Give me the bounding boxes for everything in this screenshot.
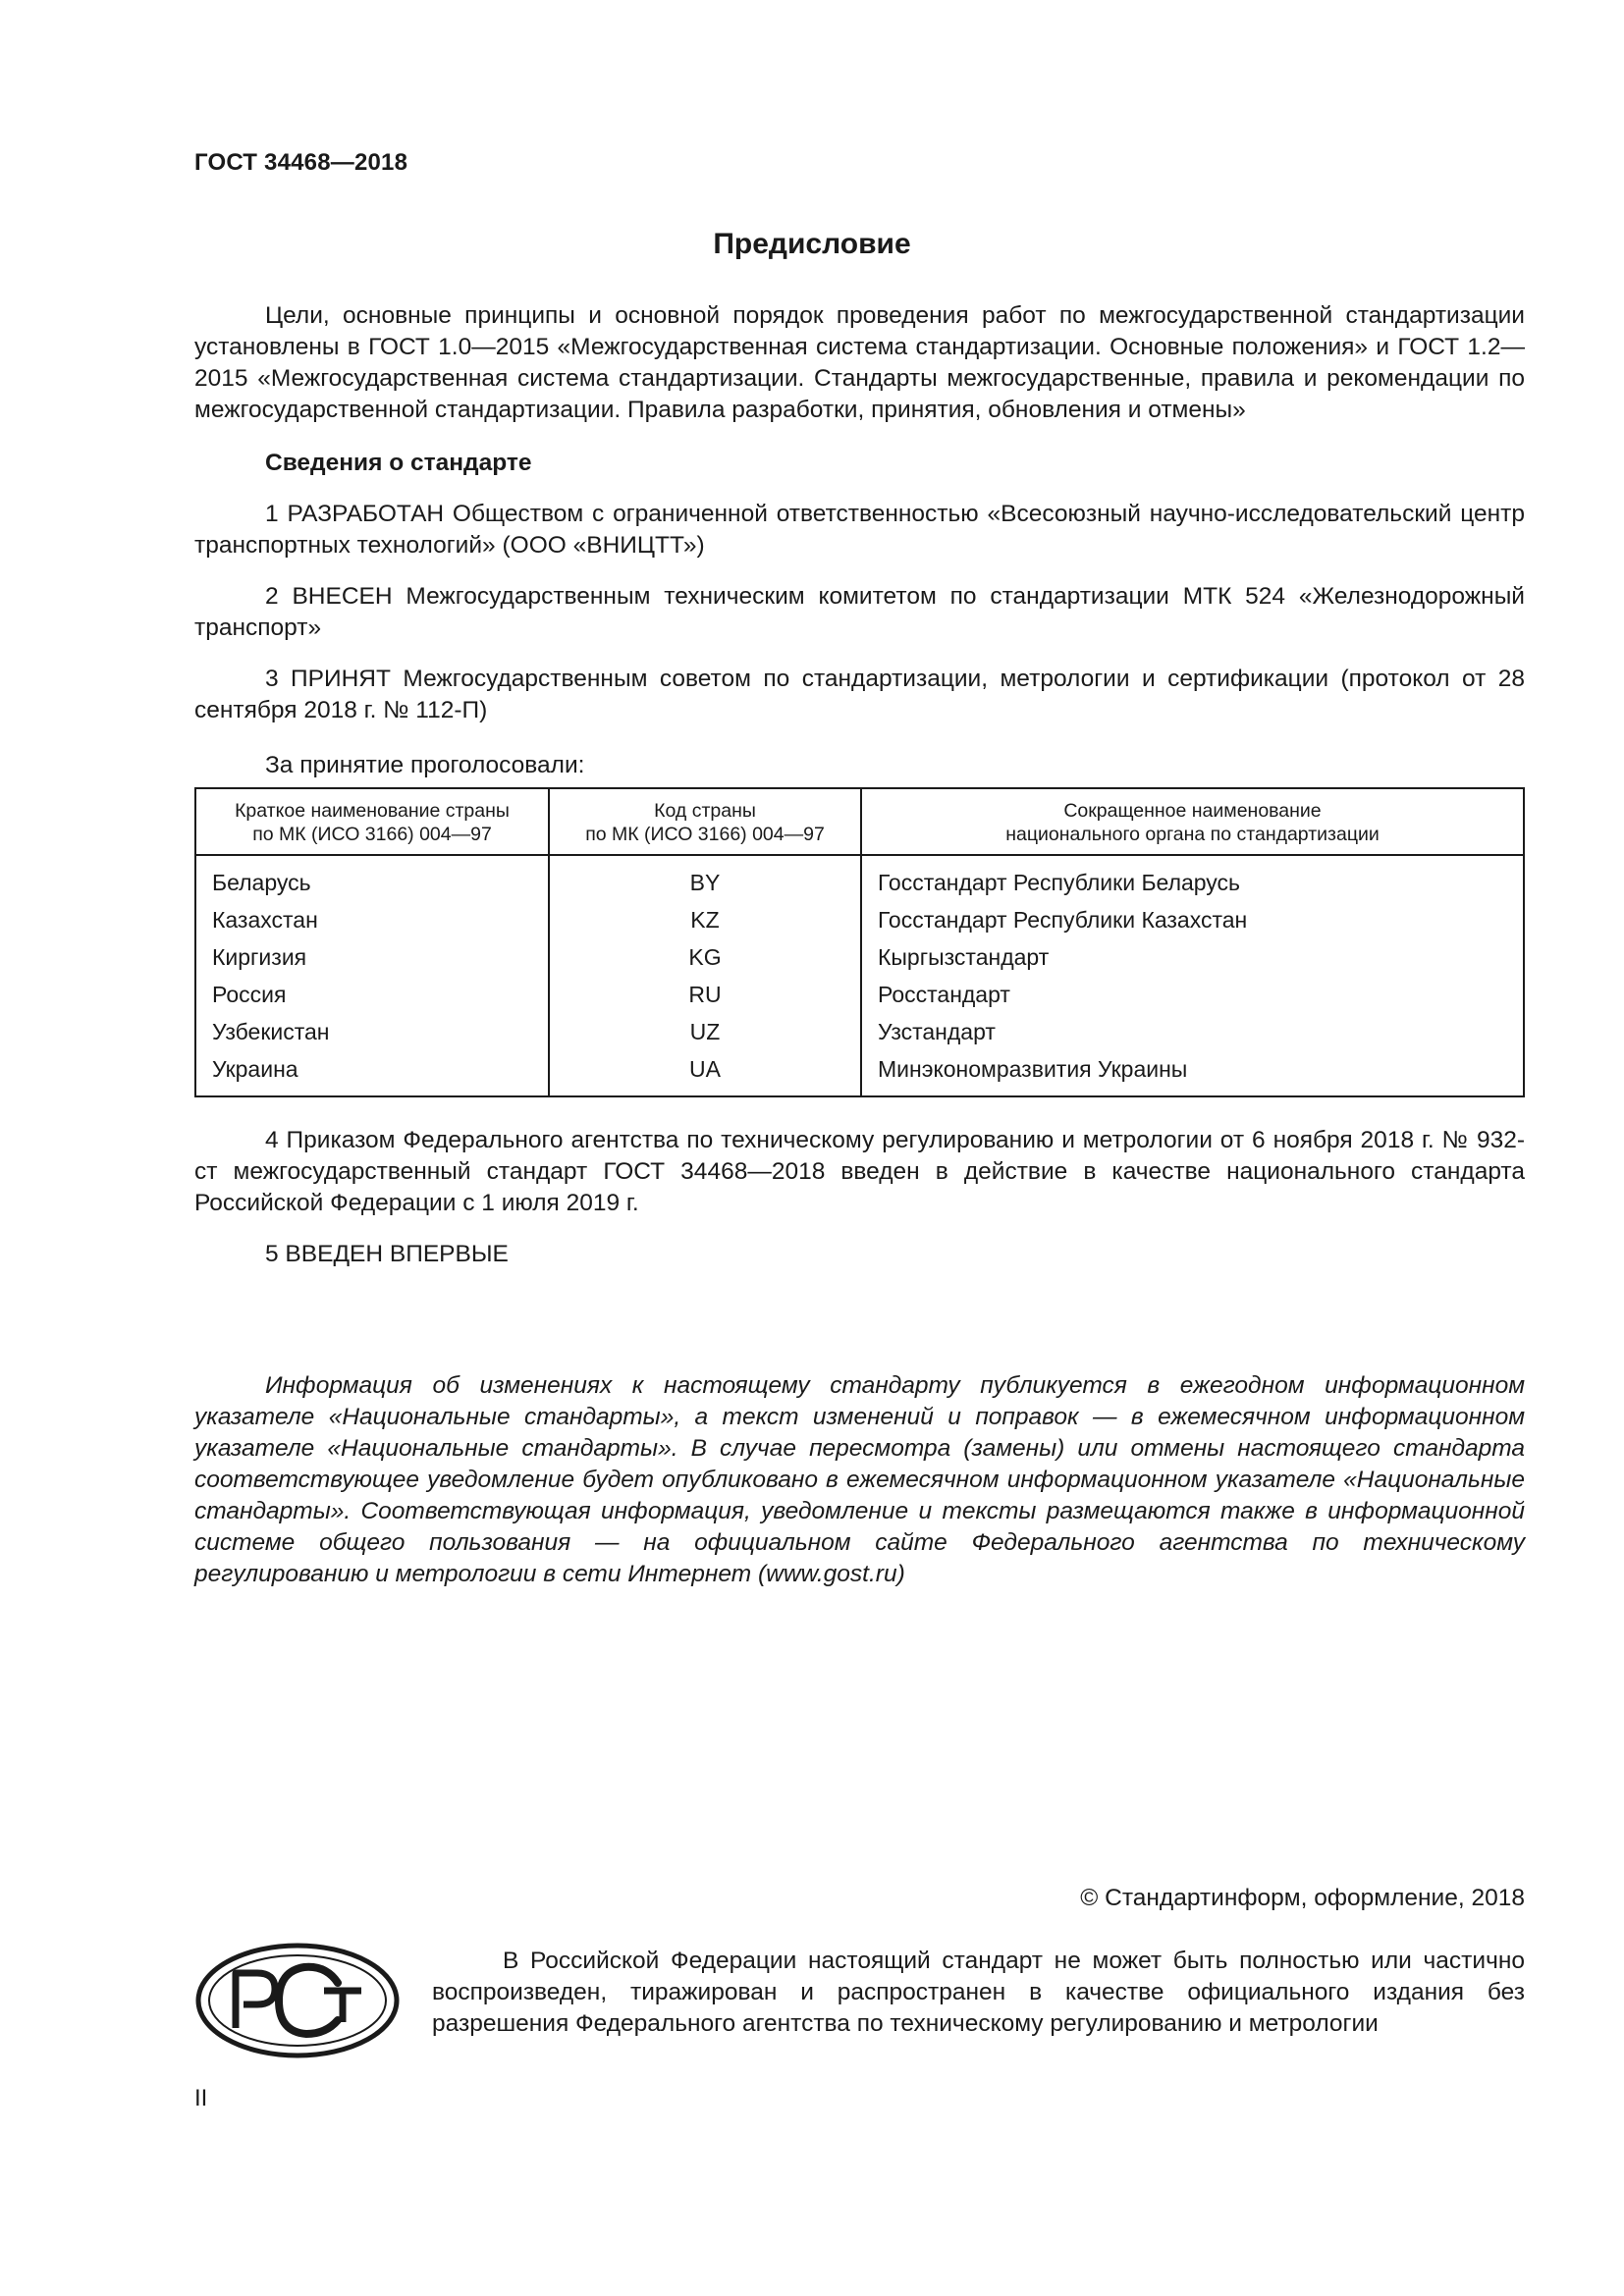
cell-body: Госстандарт Республики Казахстан [861,901,1524,938]
item-first: 5 ВВЕДЕН ВПЕРВЫЕ [265,1241,509,1267]
item-introduced: 2 ВНЕСЕН Межгосударственным техническим комитетом по стандартизации МТК 524 «Железнодорожный транспорт» [194,583,1525,641]
copyright-line: © Стандартинформ, оформление, 2018 [1080,1885,1525,1911]
cell-code: UA [549,1050,861,1096]
cell-body: Минэкономразвития Украины [861,1050,1524,1096]
main-content [194,300,1525,1590]
cell-country: Беларусь [212,870,311,895]
table-row [195,976,1524,1013]
cell-code: KG [549,938,861,976]
cell-body: Госстандарт Республики Беларусь [861,855,1524,901]
page-title: Предисловие [713,228,911,260]
table-row [195,1050,1524,1096]
cell-body: Кыргызстандарт [861,938,1524,976]
header-code: Код страны по МК (ИСО 3166) 004—97 [549,788,861,855]
table-row [195,938,1524,976]
cell-country: Киргизия [212,944,307,970]
reproduction-text: В Российской Федерации настоящий стандарт не может быть полностью или частично воспроизведен, тиражирован и распространен в качестве официального издания без разрешения Федерального агентства по техническому регулированию и метрологии [432,1948,1525,2037]
cell-country: Казахстан [212,907,318,933]
standard-code: ГОСТ 34468—2018 [194,149,408,176]
item-enacted: 4 Приказом Федерального агентства по техническому регулированию и метрологии от 6 ноября 2018 г. № 932-ст межгосударственный стандарт ГОСТ 34468—2018 введен в действие в качестве национального стандарта Российской Федерации с 1 июля 2019 г. [194,1127,1525,1216]
cell-code: BY [549,855,861,901]
item-developed: 1 РАЗРАБОТАН Обществом с ограниченной ответственностью «Всесоюзный научно-исследовательский центр транспортных технологий» (ООО «ВНИЦТТ») [194,501,1525,559]
cell-country: Украина [212,1056,298,1082]
table-row [195,855,1524,901]
reproduction-notice [432,1946,1525,2040]
cell-code: RU [549,976,861,1013]
changes-notice: Информация об изменениях к настоящему стандарту публикуется в ежегодном информационном указателе «Национальные стандарты», а текст изменений и поправок — в ежемесячном информационном указателе «Национальные стандарты». В случае пересмотра (замены) или отмены настоящего стандарта соответствующее уведомление будет опубликовано в ежемесячном информационном указателе «Национальные стандарты». Соответствующая информация, уведомление и тексты размещаются также в информационной системе общего пользования — на официальном сайте Федерального агентства по техническому регулированию и метрологии в сети Интернет (www.gost.ru) [194,1372,1525,1587]
cell-country: Узбекистан [212,1019,330,1044]
cell-body: Узстандарт [861,1013,1524,1050]
table-header-row [195,788,1524,855]
cell-body: Росстандарт [861,976,1524,1013]
cell-country: Россия [212,982,287,1007]
item-adopted: 3 ПРИНЯТ Межгосударственным советом по стандартизации, метрологии и сертификации (протокол от 28 сентября 2018 г. № 112-П) [194,666,1525,723]
table-row [195,1013,1524,1050]
info-heading: Сведения о стандарте [265,450,532,476]
pct-certification-mark-icon [194,1942,401,2059]
page-number: II [194,2085,208,2111]
votes-table [194,787,1525,1097]
cell-code: UZ [549,1013,861,1050]
table-row [195,901,1524,938]
header-country: Краткое наименование страны по МК (ИСО 3166) 004—97 [195,788,549,855]
intro-paragraph: Цели, основные принципы и основной порядок проведения работ по межгосударственной стандартизации установлены в ГОСТ 1.0—2015 «Межгосударственная система стандартизации. Основные положения» и ГОСТ 1.2—2015 «Межгосударственная система стандартизации. Стандарты межгосударственные, правила и рекомендации по межгосударственной стандартизации. Правила разработки, принятия, обновления и отмены» [194,302,1525,423]
header-body: Сокращенное наименование национального органа по стандартизации [861,788,1524,855]
cell-code: KZ [549,901,861,938]
voted-label: За принятие проголосовали: [265,752,585,778]
